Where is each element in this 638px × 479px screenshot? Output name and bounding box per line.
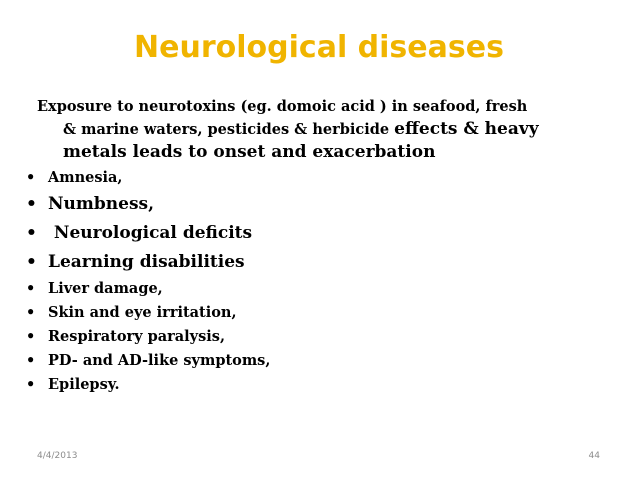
bullet-icon: • xyxy=(26,352,36,369)
list-item-text: PD- and AD-like symptoms, xyxy=(48,352,271,369)
bullet-icon: • xyxy=(26,169,36,186)
intro-line-3: metals leads to onset and exacerbation xyxy=(63,142,436,162)
intro-line-2 xyxy=(37,118,607,141)
slide-title: Neurological diseases xyxy=(134,30,504,65)
intro-line-1: Exposure to neurotoxins (eg. domoic acid ) in seafood, fresh xyxy=(37,98,528,115)
intro-paragraph xyxy=(37,96,607,163)
list-item-text: Amnesia, xyxy=(48,169,123,186)
bullet-icon: • xyxy=(26,223,37,243)
list-item xyxy=(26,166,270,190)
list-item xyxy=(26,349,270,373)
bullet-icon: • xyxy=(26,304,36,321)
bullet-icon: • xyxy=(26,252,37,272)
list-item xyxy=(26,373,270,397)
list-item xyxy=(26,301,270,325)
bullet-icon: • xyxy=(26,280,36,297)
symptom-list xyxy=(26,166,270,397)
bullet-icon: • xyxy=(26,194,37,214)
list-item xyxy=(26,248,270,277)
list-item xyxy=(26,325,270,349)
bullet-icon: • xyxy=(26,376,36,393)
list-item-text: Neurological deficits xyxy=(48,223,253,243)
list-item-text: Skin and eye irritation, xyxy=(48,304,237,321)
list-item xyxy=(26,219,270,248)
list-item-text: Numbness, xyxy=(48,194,155,214)
list-item xyxy=(26,190,270,219)
intro-line-2-part-b: effects & heavy xyxy=(394,119,539,139)
list-item xyxy=(26,277,270,301)
list-item-text: Epilepsy. xyxy=(48,376,120,393)
list-item-text: Liver damage, xyxy=(48,280,163,297)
bullet-icon: • xyxy=(26,328,36,345)
footer-date: 4/4/2013 xyxy=(37,451,78,461)
list-item-text: Respiratory paralysis, xyxy=(48,328,225,345)
list-item-text: Learning disabilities xyxy=(48,252,245,272)
footer-page-number: 44 xyxy=(588,451,600,461)
intro-line-2-part-a: & marine waters, pesticides & herbicide xyxy=(63,121,395,138)
